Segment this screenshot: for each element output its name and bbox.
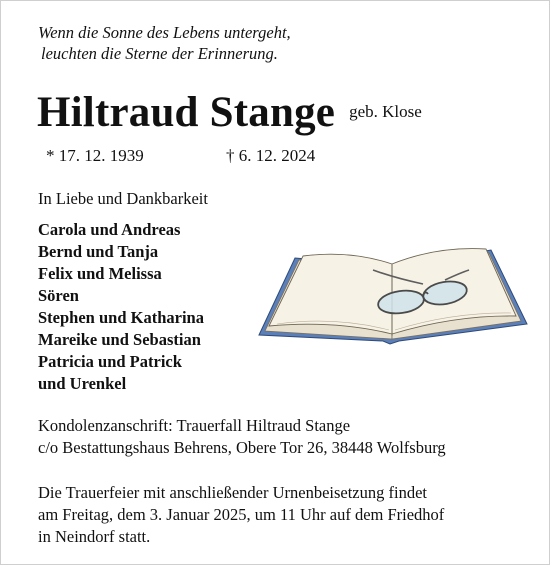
maiden-name: geb. Klose bbox=[349, 102, 422, 121]
mourner-item: Sören bbox=[38, 286, 79, 305]
mourner-item: Carola und Andreas bbox=[38, 220, 181, 239]
deceased-name: Hiltraud Stange bbox=[37, 89, 336, 136]
life-dates bbox=[46, 146, 316, 166]
funeral-ceremony-info bbox=[38, 482, 444, 548]
mourner-item: und Urenkel bbox=[38, 374, 127, 393]
mourner-item: Patricia und Patrick bbox=[38, 352, 182, 371]
address-line-1: Kondolenzanschrift: Trauerfall Hiltraud Stange bbox=[38, 416, 351, 435]
mourners-list bbox=[38, 219, 204, 395]
ceremony-line-2: am Freitag, dem 3. Januar 2025, um 11 Uhr auf dem Friedhof bbox=[38, 505, 445, 524]
mourner-item: Bernd und Tanja bbox=[38, 242, 159, 261]
dedication-intro: In Liebe und Dankbarkeit bbox=[38, 189, 208, 208]
ceremony-line-1: Die Trauerfeier mit anschließender Urnenbeisetzung findet bbox=[38, 483, 427, 502]
deceased-header bbox=[37, 88, 422, 137]
mourner-item: Felix und Melissa bbox=[38, 264, 162, 283]
memorial-quote bbox=[38, 22, 291, 64]
mourner-item: Mareike und Sebastian bbox=[38, 330, 201, 349]
open-book-with-glasses-icon bbox=[255, 240, 530, 345]
address-line-2: c/o Bestattungshaus Behrens, Obere Tor 26, 38448 Wolfsburg bbox=[38, 438, 446, 457]
quote-line-2: leuchten die Sterne der Erinnerung. bbox=[41, 44, 278, 63]
ceremony-line-3: in Neindorf statt. bbox=[38, 527, 151, 546]
birth-date: * 17. 12. 1939 bbox=[46, 146, 144, 165]
death-date: † 6. 12. 2024 bbox=[226, 146, 316, 165]
quote-line-1: Wenn die Sonne des Lebens untergeht, bbox=[38, 23, 291, 42]
condolence-address bbox=[38, 415, 446, 459]
mourner-item: Stephen und Katharina bbox=[38, 308, 204, 327]
